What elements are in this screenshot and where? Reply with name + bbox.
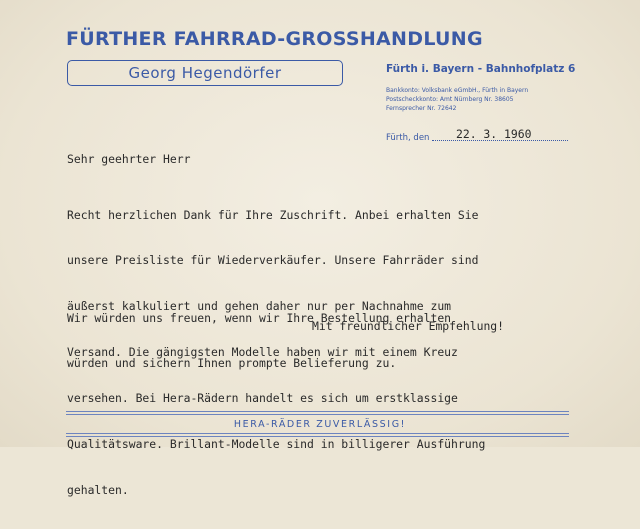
postal-check-line: Postscheckkonto: Amt Nürnberg Nr. 38605 [386, 96, 514, 103]
paragraph-line: äußerst kalkuliert und gehen daher nur per Nachnahme zum [67, 299, 452, 314]
paragraph-line: Versand. Die gängigsten Modelle haben wir mit einem Kreuz [67, 345, 458, 360]
footer-slogan: HERA-RÄDER ZUVERLÄSSIG! [233, 419, 407, 430]
company-name: FÜRTHER FAHRRAD-GROSSHANDLUNG [66, 28, 483, 50]
paragraph-line: Wir würden uns freuen, wenn wir Ihre Bestellung erhalten [67, 310, 452, 325]
closing: Mit freundlicher Empfehlung! [312, 319, 505, 333]
bank-account-line: Bankkonto: Volksbank eGmbH., Fürth in Bayern [386, 87, 529, 94]
paragraph-line: unsere Preisliste für Wiederverkäufer. Unsere Fahrräder sind [67, 253, 479, 268]
owner-name: Georg Hegendörfer [128, 64, 282, 82]
paragraph-line: gehalten. [67, 482, 129, 497]
letter-paragraph-2 [67, 280, 451, 402]
footer-rule-bottom-2 [66, 436, 569, 437]
paragraph-line: Recht herzlichen Dank für Ihre Zuschrift. Anbei erhalten Sie [67, 207, 479, 222]
paragraph-line: würden und sichern Ihnen prompte Belieferung zu. [67, 356, 397, 371]
footer-rule-top-2 [66, 414, 569, 415]
paragraph-line: versehen. Bei Hera-Rädern handelt es sich um erstklassige [67, 391, 458, 406]
footer-rule-top [66, 411, 569, 412]
date-value: 22. 3. 1960 [456, 127, 532, 141]
paragraph-line: Qualitätsware. Brillant-Modelle sind in billigerer Ausführung [67, 437, 486, 452]
footer-rule-bottom [66, 433, 569, 434]
company-address: Fürth i. Bayern - Bahnhofplatz 6 [386, 63, 576, 75]
phone-line: Fernsprecher Nr. 72642 [386, 105, 457, 112]
owner-name-box [67, 60, 343, 86]
date-label: Fürth, den [386, 133, 430, 143]
bank-details [386, 86, 528, 113]
salutation: Sehr geehrter Herr [67, 152, 191, 166]
